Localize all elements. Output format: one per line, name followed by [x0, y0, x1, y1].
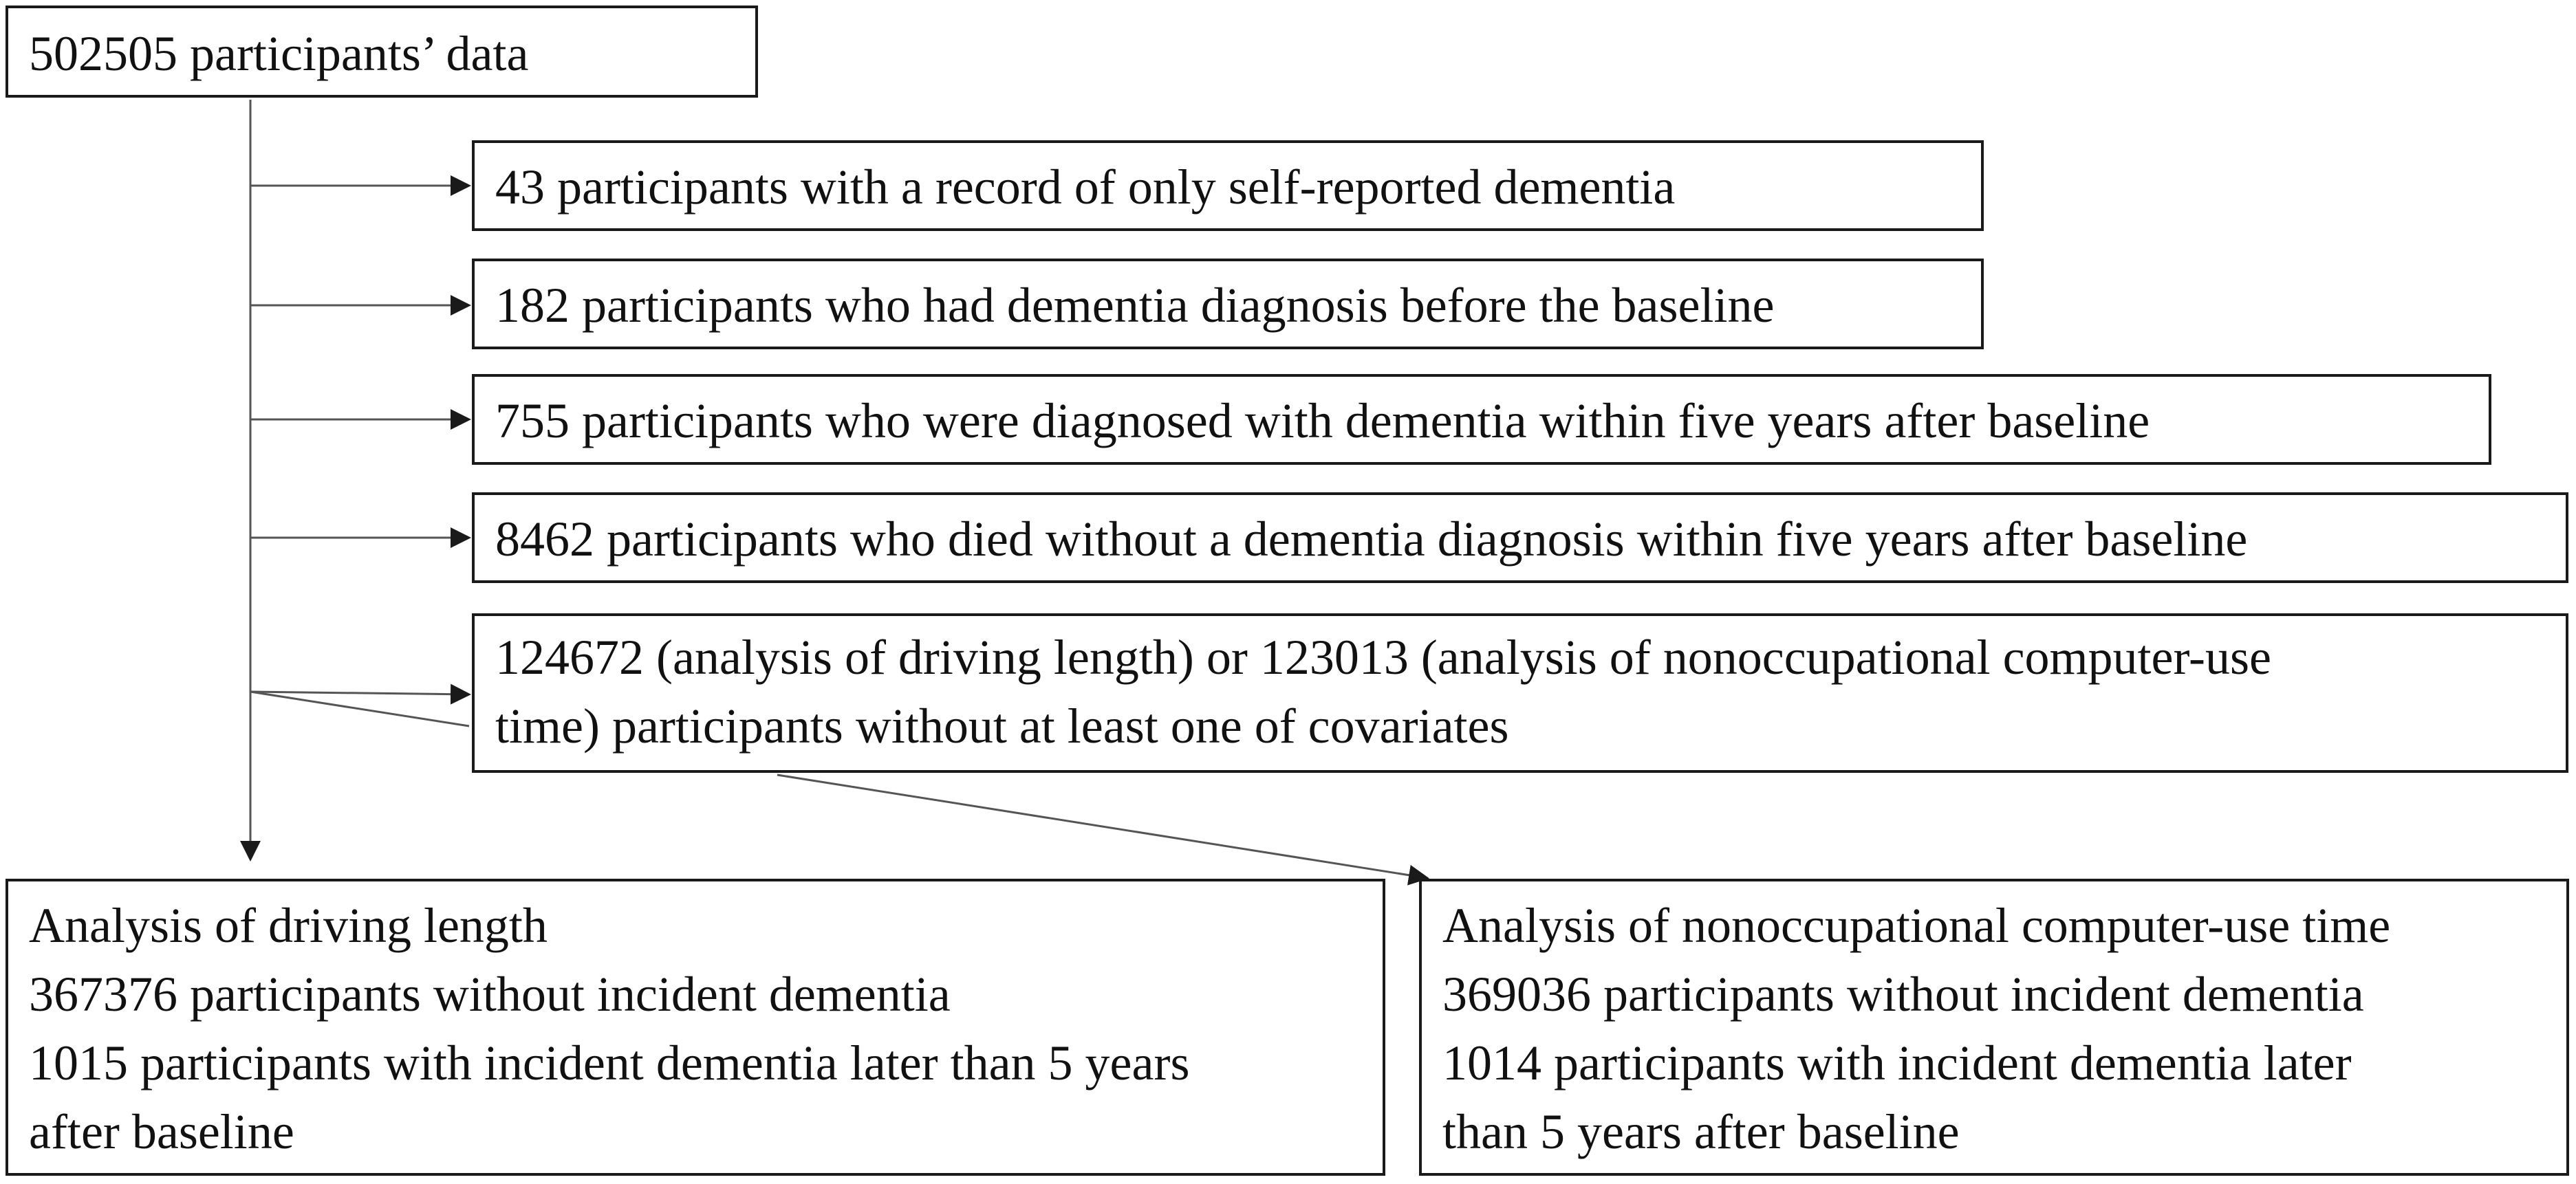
- computer-with-dementia: 1014 participants with incident dementia later: [1442, 1035, 2352, 1090]
- exclusion-box-self-reported: [472, 140, 1984, 231]
- outcome-box-computer-use: [1419, 879, 2569, 1176]
- diagonal-branch-line: [250, 692, 469, 726]
- source-box: [6, 6, 758, 98]
- exclusion-box-within-five-years: [472, 374, 2491, 465]
- exclusion-text-3: 755 participants who were diagnosed with dementia within five years after baseline: [495, 393, 2150, 448]
- diagonal-arrow-to-computer-analysis: [777, 775, 1427, 878]
- exclusion-text-5b: time) participants without at least one of covariates: [495, 699, 1509, 754]
- exclusion-box-missing-covariates: [472, 613, 2568, 773]
- computer-without-dementia: 369036 participants without incident dementia: [1442, 967, 2364, 1022]
- exclusion-text-2: 182 participants who had dementia diagnosis before the baseline: [495, 278, 1775, 333]
- computer-with-dementia-cont: than 5 years after baseline: [1442, 1104, 1960, 1159]
- driving-analysis-title: Analysis of driving length: [29, 898, 548, 953]
- driving-with-dementia-cont: after baseline: [29, 1104, 294, 1159]
- driving-without-dementia: 367376 participants without incident dementia: [29, 967, 951, 1022]
- outcome-box-driving-length: [6, 879, 1385, 1176]
- branch-arrow-5: [250, 692, 469, 694]
- source-text: 502505 participants’ data: [29, 26, 529, 81]
- driving-with-dementia: 1015 participants with incident dementia later than 5 years: [29, 1035, 1190, 1090]
- computer-analysis-title: Analysis of nonoccupational computer-use time: [1442, 898, 2391, 953]
- exclusion-text-4: 8462 participants who died without a dementia diagnosis within five years after baseline: [495, 512, 2248, 567]
- exclusion-text-5a: 124672 (analysis of driving length) or 123013 (analysis of nonoccupational computer-use: [495, 630, 2271, 685]
- exclusion-text-1: 43 participants with a record of only self-reported dementia: [495, 160, 1676, 215]
- exclusion-box-died: [472, 492, 2568, 583]
- exclusion-box-before-baseline: [472, 259, 1984, 349]
